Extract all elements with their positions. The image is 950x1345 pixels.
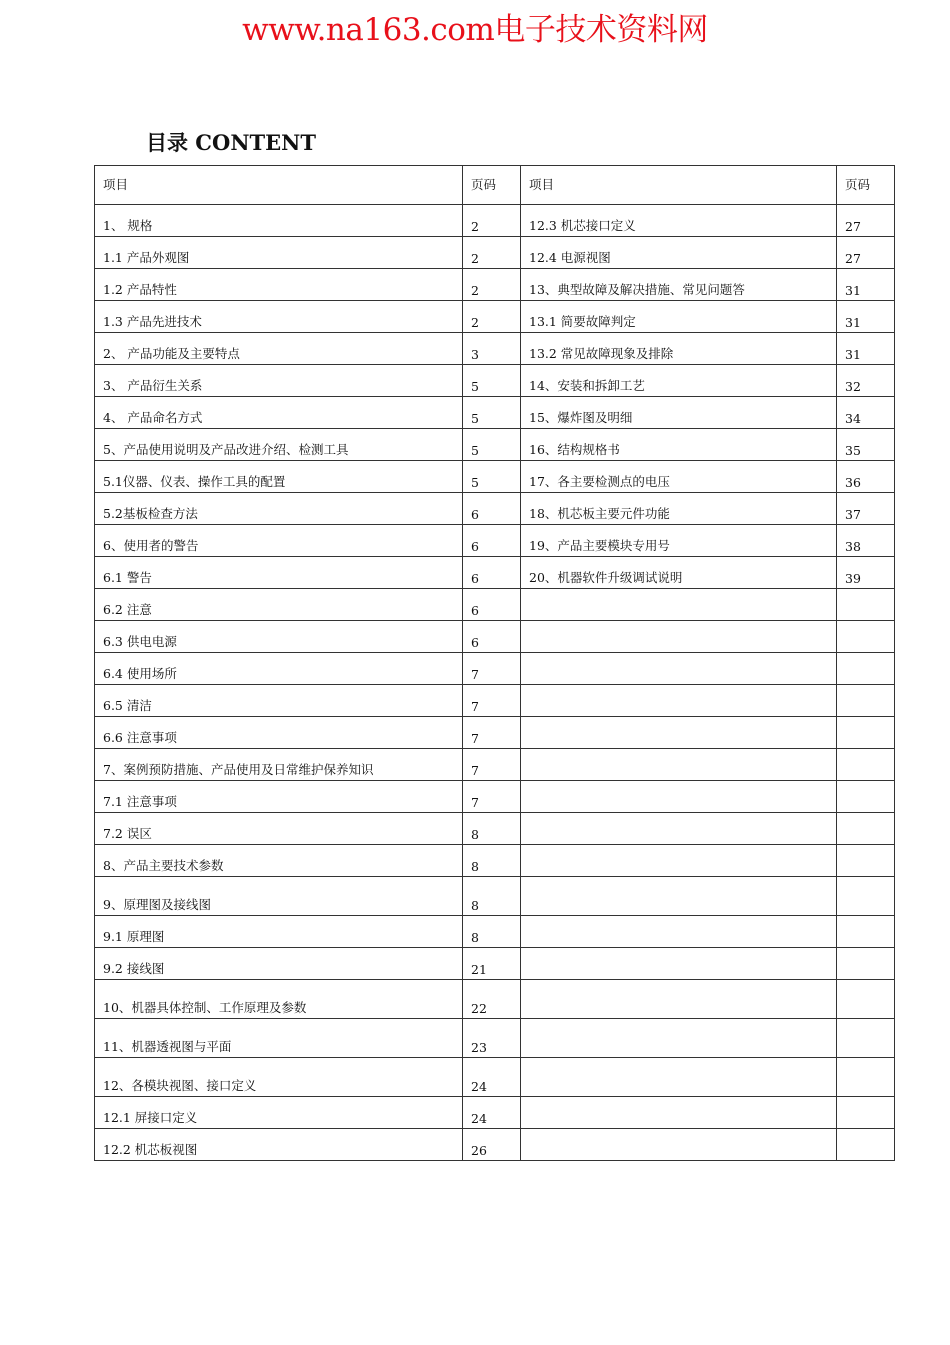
toc-row <box>95 980 895 1019</box>
toc-item-left: 6.5 清洁 <box>95 685 463 717</box>
toc-page-left: 2 <box>463 237 521 269</box>
toc-item-right <box>521 589 837 621</box>
toc-row <box>95 621 895 653</box>
toc-row <box>95 365 895 397</box>
toc-page-left: 8 <box>463 877 521 916</box>
header-page-left: 页码 <box>463 166 521 205</box>
toc-item-left: 9.2 接线图 <box>95 948 463 980</box>
toc-item-right: 20、机器软件升级调试说明 <box>521 557 837 589</box>
toc-row <box>95 717 895 749</box>
toc-page-left: 5 <box>463 397 521 429</box>
toc-page-right <box>837 948 895 980</box>
toc-item-left: 1.3 产品先进技术 <box>95 301 463 333</box>
toc-row <box>95 685 895 717</box>
toc-page-left: 7 <box>463 717 521 749</box>
toc-row <box>95 397 895 429</box>
toc-row <box>95 781 895 813</box>
toc-item-left: 11、机器透视图与平面 <box>95 1019 463 1058</box>
header-item-left: 项目 <box>95 166 463 205</box>
toc-row <box>95 301 895 333</box>
toc-item-right: 13、典型故障及解决措施、常见问题答 <box>521 269 837 301</box>
toc-row <box>95 589 895 621</box>
toc-page-right <box>837 1129 895 1161</box>
toc-item-left: 5、产品使用说明及产品改进介绍、检测工具 <box>95 429 463 461</box>
toc-page-right: 31 <box>837 269 895 301</box>
header-page-right: 页码 <box>837 166 895 205</box>
toc-item-right <box>521 1097 837 1129</box>
toc-item-right <box>521 845 837 877</box>
toc-item-left: 6.6 注意事项 <box>95 717 463 749</box>
toc-page-left: 21 <box>463 948 521 980</box>
toc-item-right <box>521 1058 837 1097</box>
toc-page-right <box>837 749 895 781</box>
toc-page-right <box>837 653 895 685</box>
toc-item-right: 13.1 简要故障判定 <box>521 301 837 333</box>
toc-item-right <box>521 749 837 781</box>
toc-item-left: 9、原理图及接线图 <box>95 877 463 916</box>
toc-row <box>95 525 895 557</box>
toc-page-right: 35 <box>837 429 895 461</box>
toc-page-left: 23 <box>463 1019 521 1058</box>
toc-page-left: 3 <box>463 333 521 365</box>
toc-item-right <box>521 717 837 749</box>
toc-item-right <box>521 781 837 813</box>
toc-page-left: 6 <box>463 493 521 525</box>
toc-item-left: 7.2 误区 <box>95 813 463 845</box>
toc-page-left: 24 <box>463 1058 521 1097</box>
watermark-banner: www.na163.com电子技术资料网 <box>242 12 708 48</box>
toc-row <box>95 948 895 980</box>
toc-page-right <box>837 845 895 877</box>
toc-item-right: 12.3 机芯接口定义 <box>521 205 837 237</box>
toc-page-right: 39 <box>837 557 895 589</box>
toc-header-row <box>95 166 895 205</box>
toc-page-left: 2 <box>463 269 521 301</box>
toc-page-right <box>837 1058 895 1097</box>
toc-row <box>95 749 895 781</box>
toc-row <box>95 557 895 589</box>
toc-page-right <box>837 781 895 813</box>
toc-page-left: 8 <box>463 845 521 877</box>
toc-page-right <box>837 717 895 749</box>
toc-row <box>95 1058 895 1097</box>
toc-item-left: 6.3 供电电源 <box>95 621 463 653</box>
toc-page-left: 7 <box>463 749 521 781</box>
toc-page-right <box>837 1019 895 1058</box>
toc-row <box>95 1019 895 1058</box>
toc-page-right <box>837 877 895 916</box>
toc-row <box>95 1097 895 1129</box>
toc-page-right: 27 <box>837 237 895 269</box>
toc-row <box>95 429 895 461</box>
toc-row <box>95 461 895 493</box>
toc-page-right <box>837 916 895 948</box>
toc-table <box>94 165 895 1161</box>
toc-item-right: 17、各主要检测点的电压 <box>521 461 837 493</box>
toc-item-left: 3、 产品衍生关系 <box>95 365 463 397</box>
toc-page-right <box>837 813 895 845</box>
toc-item-left: 1.1 产品外观图 <box>95 237 463 269</box>
toc-item-right <box>521 1129 837 1161</box>
toc-page-right: 37 <box>837 493 895 525</box>
toc-page-right: 38 <box>837 525 895 557</box>
toc-page-left: 8 <box>463 916 521 948</box>
toc-row <box>95 237 895 269</box>
toc-row <box>95 493 895 525</box>
toc-item-right <box>521 877 837 916</box>
toc-page-left: 7 <box>463 653 521 685</box>
toc-item-right: 19、产品主要模块专用号 <box>521 525 837 557</box>
toc-item-right <box>521 916 837 948</box>
toc-item-right: 16、结构规格书 <box>521 429 837 461</box>
toc-page-right <box>837 1097 895 1129</box>
toc-page-left: 5 <box>463 461 521 493</box>
toc-item-right <box>521 948 837 980</box>
toc-row <box>95 205 895 237</box>
toc-page-right <box>837 980 895 1019</box>
toc-item-right <box>521 1019 837 1058</box>
toc-item-left: 7.1 注意事项 <box>95 781 463 813</box>
toc-item-left: 6.2 注意 <box>95 589 463 621</box>
toc-item-left: 1、 规格 <box>95 205 463 237</box>
toc-page-right: 36 <box>837 461 895 493</box>
toc-item-left: 1.2 产品特性 <box>95 269 463 301</box>
toc-item-left: 6.4 使用场所 <box>95 653 463 685</box>
toc-item-right: 14、安装和拆卸工艺 <box>521 365 837 397</box>
toc-item-right <box>521 813 837 845</box>
toc-page-left: 26 <box>463 1129 521 1161</box>
toc-page-left: 5 <box>463 429 521 461</box>
toc-row <box>95 1129 895 1161</box>
toc-item-left: 12、各模块视图、接口定义 <box>95 1058 463 1097</box>
toc-item-right: 13.2 常见故障现象及排除 <box>521 333 837 365</box>
toc-page-left: 6 <box>463 557 521 589</box>
toc-page-left: 24 <box>463 1097 521 1129</box>
toc-item-right <box>521 653 837 685</box>
toc-item-left: 6.1 警告 <box>95 557 463 589</box>
toc-page-left: 5 <box>463 365 521 397</box>
toc-row <box>95 333 895 365</box>
toc-item-left: 2、 产品功能及主要特点 <box>95 333 463 365</box>
toc-item-left: 5.1仪器、仪表、操作工具的配置 <box>95 461 463 493</box>
toc-item-left: 10、机器具体控制、工作原理及参数 <box>95 980 463 1019</box>
toc-page-left: 8 <box>463 813 521 845</box>
toc-row <box>95 877 895 916</box>
toc-page-right: 31 <box>837 333 895 365</box>
toc-page-left: 6 <box>463 525 521 557</box>
toc-page-left: 6 <box>463 621 521 653</box>
toc-page-right: 27 <box>837 205 895 237</box>
toc-item-left: 9.1 原理图 <box>95 916 463 948</box>
toc-item-left: 4、 产品命名方式 <box>95 397 463 429</box>
toc-item-right <box>521 980 837 1019</box>
page-title: 目录 CONTENT <box>146 130 316 155</box>
header-item-right: 项目 <box>521 166 837 205</box>
toc-row <box>95 813 895 845</box>
toc-item-left: 7、案例预防措施、产品使用及日常维护保养知识 <box>95 749 463 781</box>
toc-page-left: 22 <box>463 980 521 1019</box>
toc-row <box>95 845 895 877</box>
toc-page-right <box>837 589 895 621</box>
toc-page-right: 32 <box>837 365 895 397</box>
toc-item-right: 12.4 电源视图 <box>521 237 837 269</box>
toc-item-right: 15、爆炸图及明细 <box>521 397 837 429</box>
toc-page-right <box>837 621 895 653</box>
toc-item-left: 12.1 屏接口定义 <box>95 1097 463 1129</box>
toc-row <box>95 269 895 301</box>
toc-item-left: 12.2 机芯板视图 <box>95 1129 463 1161</box>
toc-page-left: 7 <box>463 781 521 813</box>
toc-item-right <box>521 621 837 653</box>
toc-page-right: 34 <box>837 397 895 429</box>
toc-page-left: 7 <box>463 685 521 717</box>
toc-item-left: 8、产品主要技术参数 <box>95 845 463 877</box>
toc-row <box>95 653 895 685</box>
toc-item-left: 6、使用者的警告 <box>95 525 463 557</box>
toc-page-left: 6 <box>463 589 521 621</box>
toc-page-right <box>837 685 895 717</box>
toc-item-left: 5.2基板检查方法 <box>95 493 463 525</box>
toc-item-right: 18、机芯板主要元件功能 <box>521 493 837 525</box>
toc-page-right: 31 <box>837 301 895 333</box>
toc-row <box>95 916 895 948</box>
toc-page-left: 2 <box>463 301 521 333</box>
toc-page-left: 2 <box>463 205 521 237</box>
toc-item-right <box>521 685 837 717</box>
